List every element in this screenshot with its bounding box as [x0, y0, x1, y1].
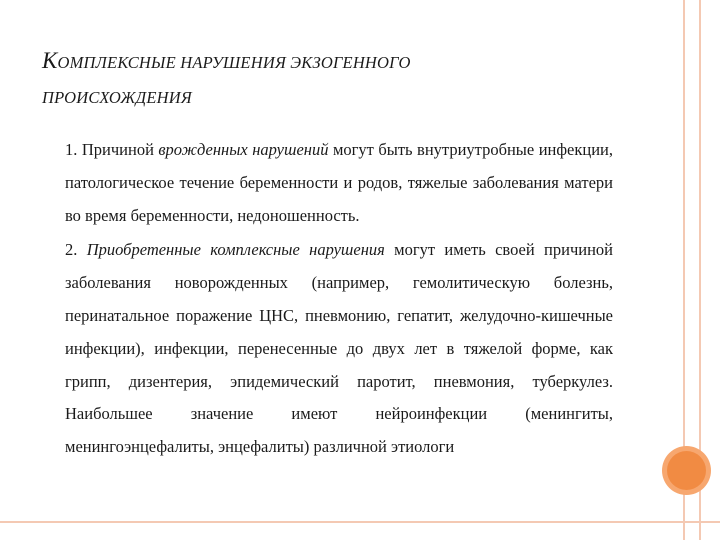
- decorative-circle: [662, 446, 711, 495]
- paragraph-1-emphasis: врожденных нарушений: [158, 140, 329, 159]
- title-first-letter: К: [42, 48, 58, 73]
- paragraph-1: [65, 134, 613, 232]
- decorative-border-horizontal: [0, 521, 720, 523]
- paragraph-2-emphasis: Приобретенные комплексные нарушения: [86, 240, 385, 260]
- paragraph-2-number: 2.: [65, 240, 78, 260]
- paragraph-1-prefix: Причиной: [81, 140, 154, 159]
- title-line-2: ПРОИСХОЖДЕНИЯ: [42, 88, 192, 107]
- title-line-1: ОМПЛЕКСНЫЕ НАРУШЕНИЯ ЭКЗОГЕННОГО: [57, 53, 411, 72]
- paragraph-1-text: могут быть внутриутробные инфекции, патологическое течение беременности и родов, тяжелые заболевания матери во время беременности, недоношенность.: [65, 140, 613, 225]
- paragraph-2: [65, 234, 613, 464]
- paragraph-2-text: могут иметь своей причиной заболевания новорожденных (например, гемолитическую болезнь, перинатальное поражение ЦНС, пневмонию, гепатит, желудочно-кишечные инфекции), инфекции, перенесенные до двух лет в тяжелой форме, как грипп, дизентерия, эпидемический паротит, пневмония, туберкулез. Наибольшее значение имеют нейроинфекции (менингиты, менингоэнцефалиты, энцефалиты) различной этиологи: [65, 240, 613, 457]
- slide-body: [65, 134, 613, 466]
- paragraph-1-number: 1.: [65, 140, 78, 159]
- slide-title: [42, 43, 662, 115]
- decorative-circle-inner: [667, 451, 706, 490]
